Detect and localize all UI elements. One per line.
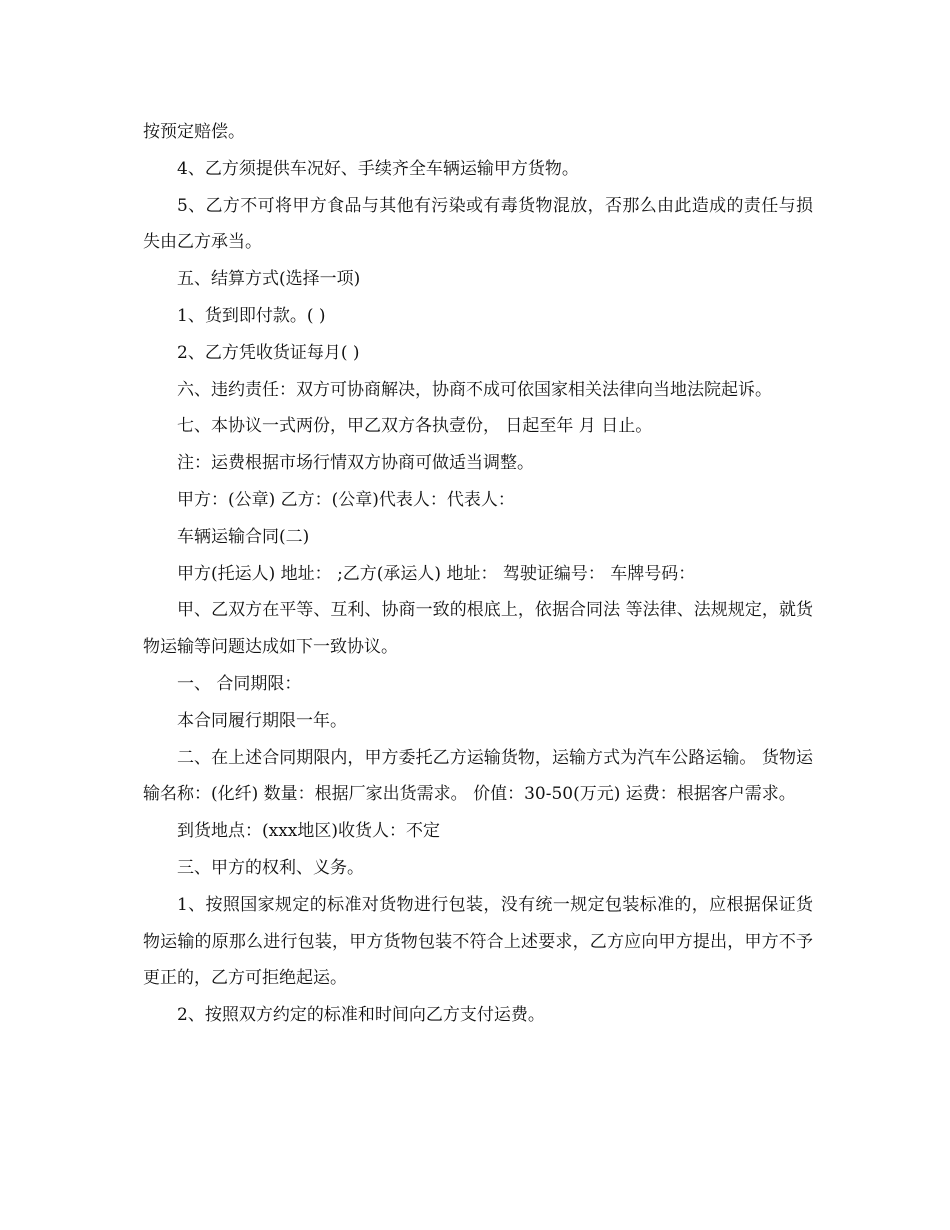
section-heading: 三、甲方的权利、义务。 [177, 857, 364, 878]
paragraph: 七、本协议一式两份，甲乙双方各执壹份， 日起至年 月 日止。 [177, 416, 653, 437]
paragraph: 到货地点：(xxx地区)收货人：不定 [177, 821, 441, 842]
paragraph: 甲、乙双方在平等、互利、协商一致的根底上，依据合同法 等法律、法规规定，就货物运输等问题达成如下一致协议。 [143, 600, 813, 658]
paragraph: 本合同履行期限一年。 [177, 710, 347, 731]
paragraph: 2、按照双方约定的标准和时间向乙方支付运费。 [177, 1005, 545, 1026]
document-body [143, 114, 813, 1034]
party-info: 甲方(托运人) 地址： ;乙方(承运人) 地址： 驾驶证编号： 车牌号码： [177, 563, 696, 584]
paragraph: 5、乙方不可将甲方食品与其他有污染或有毒货物混放，否那么由此造成的责任与损失由乙方承当。 [143, 195, 813, 253]
contract-title: 车辆运输合同(二) [177, 526, 310, 547]
note-paragraph: 注：运费根据市场行情双方协商可做适当调整。 [177, 453, 534, 474]
paragraph: 4、乙方须提供车况好、手续齐全车辆运输甲方货物。 [177, 158, 579, 179]
paragraph: 六、违约责任：双方可协商解决，协商不成可依国家相关法律向当地法院起诉。 [177, 379, 772, 400]
paragraph: 1、货到即付款。( ) [177, 305, 326, 326]
section-heading: 五、结算方式(选择一项) [177, 269, 361, 290]
paragraph: 二、在上述合同期限内，甲方委托乙方运输货物，运输方式为汽车公路运输。 货物运输名称：(化纤) 数量：根据厂家出货需求。 价值：30-50(万元) 运费：根据客户需求。 [143, 747, 813, 805]
section-heading: 一、 合同期限： [177, 673, 302, 694]
paragraph: 1、按照国家规定的标准对货物进行包装，没有统一规定包装标准的，应根据保证货物运输的原那么进行包装，甲方货物包装不符合上述要求，乙方应向甲方提出，甲方不予更正的，乙方可拒绝起运。 [143, 894, 813, 989]
signature-line: 甲方：(公章) 乙方：(公章)代表人：代表人： [177, 489, 515, 510]
paragraph: 按预定赔偿。 [143, 122, 245, 142]
paragraph: 2、乙方凭收货证每月( ) [177, 342, 360, 363]
